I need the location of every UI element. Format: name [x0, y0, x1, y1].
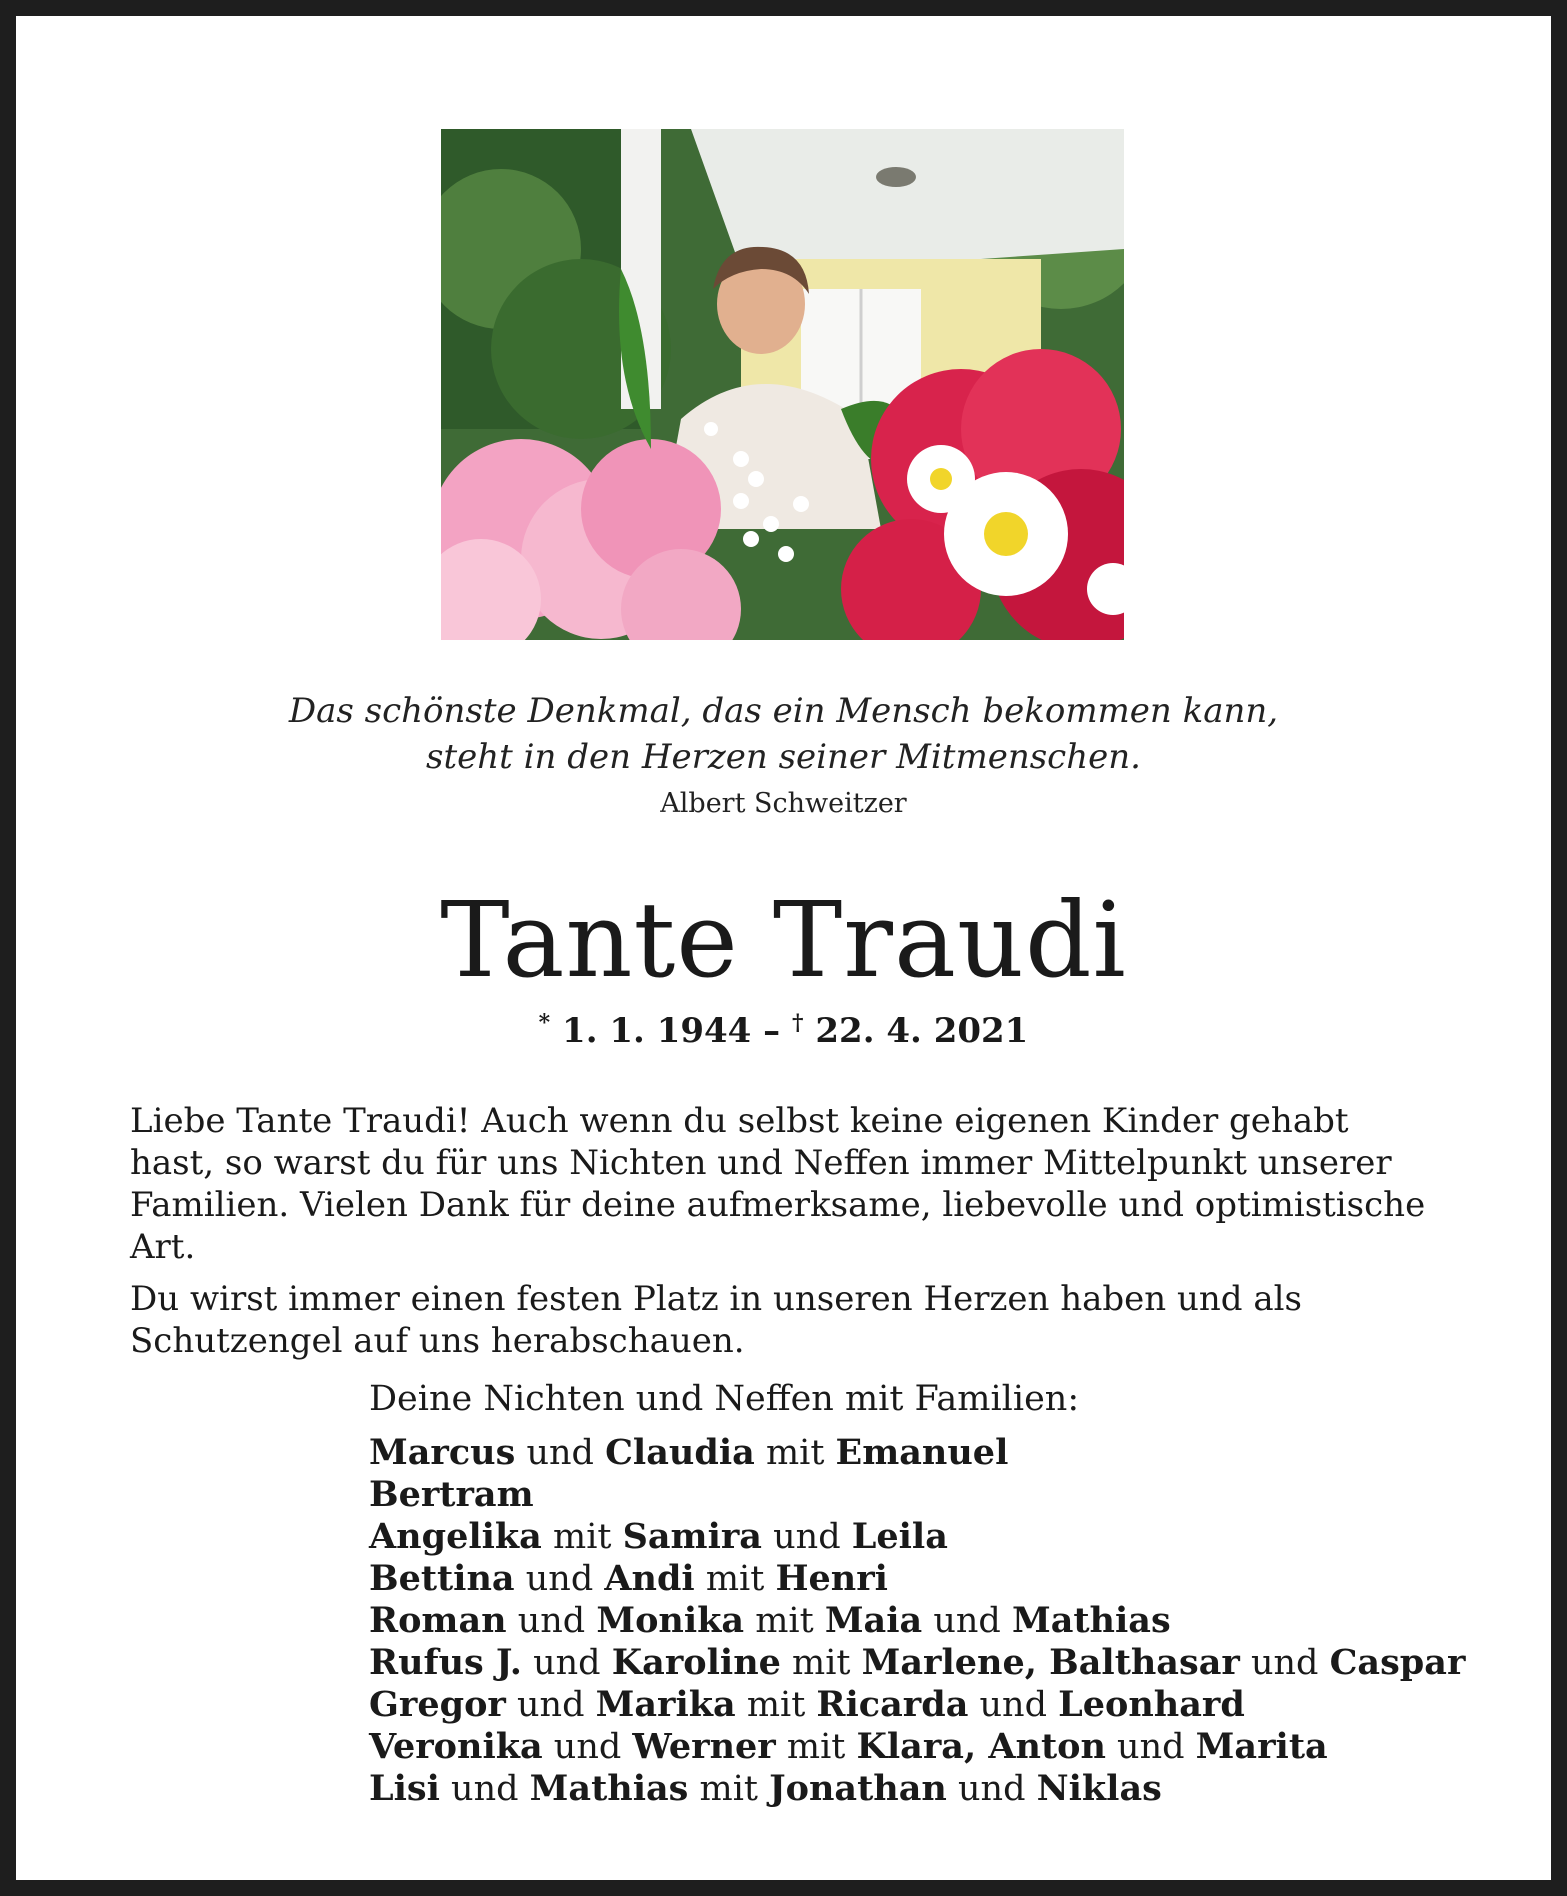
birth-symbol: *	[538, 1010, 551, 1036]
farewell-paragraph-1: Liebe Tante Traudi! Auch wenn du selbst keine eigenen Kinder gehabt hast, so warst du für uns Nichten und Neffen immer Mittelpunkt unserer Familien. Vielen Dank für deine aufmerksame, liebevolle und optimistische Art.	[130, 1101, 1426, 1267]
mourner-name: Klara, Anton	[856, 1726, 1106, 1767]
farewell-paragraph-2: Du wirst immer einen festen Platz in unseren Herzen haben und als Schutzengel auf uns herabschauen.	[130, 1279, 1302, 1361]
mourner-name: Karoline	[611, 1642, 781, 1683]
mourner-line	[369, 1726, 1469, 1768]
mourner-connector: und	[946, 1769, 1037, 1809]
quote-line-2: steht in den Herzen seiner Mitmenschen.	[426, 737, 1141, 777]
mourner-name: Maia	[824, 1600, 923, 1641]
mourner-name: Caspar	[1329, 1642, 1466, 1683]
mourner-name: Bertram	[369, 1474, 534, 1515]
mourner-name: Mathias	[529, 1768, 689, 1809]
mourners-intro: Deine Nichten und Neffen mit Familien:	[369, 1379, 1080, 1419]
mourner-connector: mit	[775, 1727, 857, 1767]
mourner-name: Monika	[596, 1600, 745, 1641]
mourner-name: Marika	[595, 1684, 736, 1725]
mourner-name: Mathias	[1011, 1600, 1171, 1641]
mourner-name: Bettina	[369, 1558, 515, 1599]
mourner-connector: und	[1105, 1727, 1196, 1767]
mourner-name: Leila	[851, 1516, 948, 1557]
mourner-connector: und	[542, 1727, 633, 1767]
mourner-connector: mit	[744, 1601, 825, 1641]
mourners-list	[369, 1378, 1469, 1810]
mourner-name: Niklas	[1036, 1768, 1162, 1809]
mourner-connector: und	[439, 1769, 530, 1809]
life-dates	[0, 1010, 1567, 1051]
mourner-name: Angelika	[369, 1516, 542, 1557]
mourner-name: Marlene, Balthasar	[861, 1642, 1240, 1683]
mourner-connector: und	[505, 1685, 596, 1725]
mourner-name: Jonathan	[769, 1768, 947, 1809]
mourner-name: Veronika	[369, 1726, 543, 1767]
mourner-line	[369, 1474, 1469, 1516]
mourner-name: Leonhard	[1058, 1684, 1245, 1725]
mourner-connector: und	[1239, 1643, 1330, 1683]
mourner-name: Lisi	[369, 1768, 440, 1809]
quote-author: Albert Schweitzer	[660, 788, 907, 819]
mourner-connector: mit	[754, 1433, 836, 1473]
death-symbol: †	[792, 1010, 804, 1036]
mourner-connector: und	[922, 1601, 1012, 1641]
mourner-connector: und	[514, 1559, 605, 1599]
birth-date: 1. 1. 1944	[562, 1011, 752, 1051]
mourner-connector: mit	[780, 1643, 862, 1683]
mourner-line	[369, 1516, 1469, 1558]
mourner-name: Rufus J.	[369, 1642, 522, 1683]
mourner-line	[369, 1432, 1469, 1474]
date-separator: –	[751, 1011, 793, 1051]
mourner-name: Marita	[1195, 1726, 1328, 1767]
mourner-connector: mit	[688, 1769, 770, 1809]
mourner-connector: und	[521, 1643, 612, 1683]
mourner-name: Gregor	[369, 1684, 506, 1725]
farewell-text	[130, 1100, 1440, 1372]
mourner-line	[369, 1768, 1469, 1810]
death-date: 22. 4. 2021	[815, 1011, 1029, 1051]
mourner-name: Emanuel	[835, 1432, 1009, 1473]
mourner-name: Henri	[775, 1558, 888, 1599]
mourner-line	[369, 1642, 1469, 1684]
mourner-connector: und	[761, 1517, 852, 1557]
mourner-connector: und	[968, 1685, 1059, 1725]
mourner-name: Ricarda	[816, 1684, 969, 1725]
mourner-connector: und	[506, 1601, 597, 1641]
mourner-name: Roman	[369, 1600, 507, 1641]
mourner-line	[369, 1558, 1469, 1600]
mourner-name: Andi	[604, 1558, 695, 1599]
mourner-name: Samira	[622, 1516, 762, 1557]
mourner-line	[369, 1600, 1469, 1642]
mourner-connector: mit	[735, 1685, 817, 1725]
mourner-connector: mit	[541, 1517, 623, 1557]
deceased-name: Tante Traudi	[440, 879, 1127, 1001]
mourner-connector: mit	[694, 1559, 776, 1599]
portrait-photo	[441, 129, 1124, 640]
quote-line-1: Das schönste Denkmal, das ein Mensch bekommen kann,	[288, 691, 1279, 731]
mourner-line	[369, 1684, 1469, 1726]
mourner-name: Claudia	[605, 1432, 755, 1473]
mourner-name: Marcus	[369, 1432, 516, 1473]
mourner-name: Werner	[632, 1726, 776, 1767]
memorial-quote	[0, 688, 1567, 780]
mourners-lines	[369, 1432, 1469, 1810]
mourner-connector: und	[515, 1433, 606, 1473]
